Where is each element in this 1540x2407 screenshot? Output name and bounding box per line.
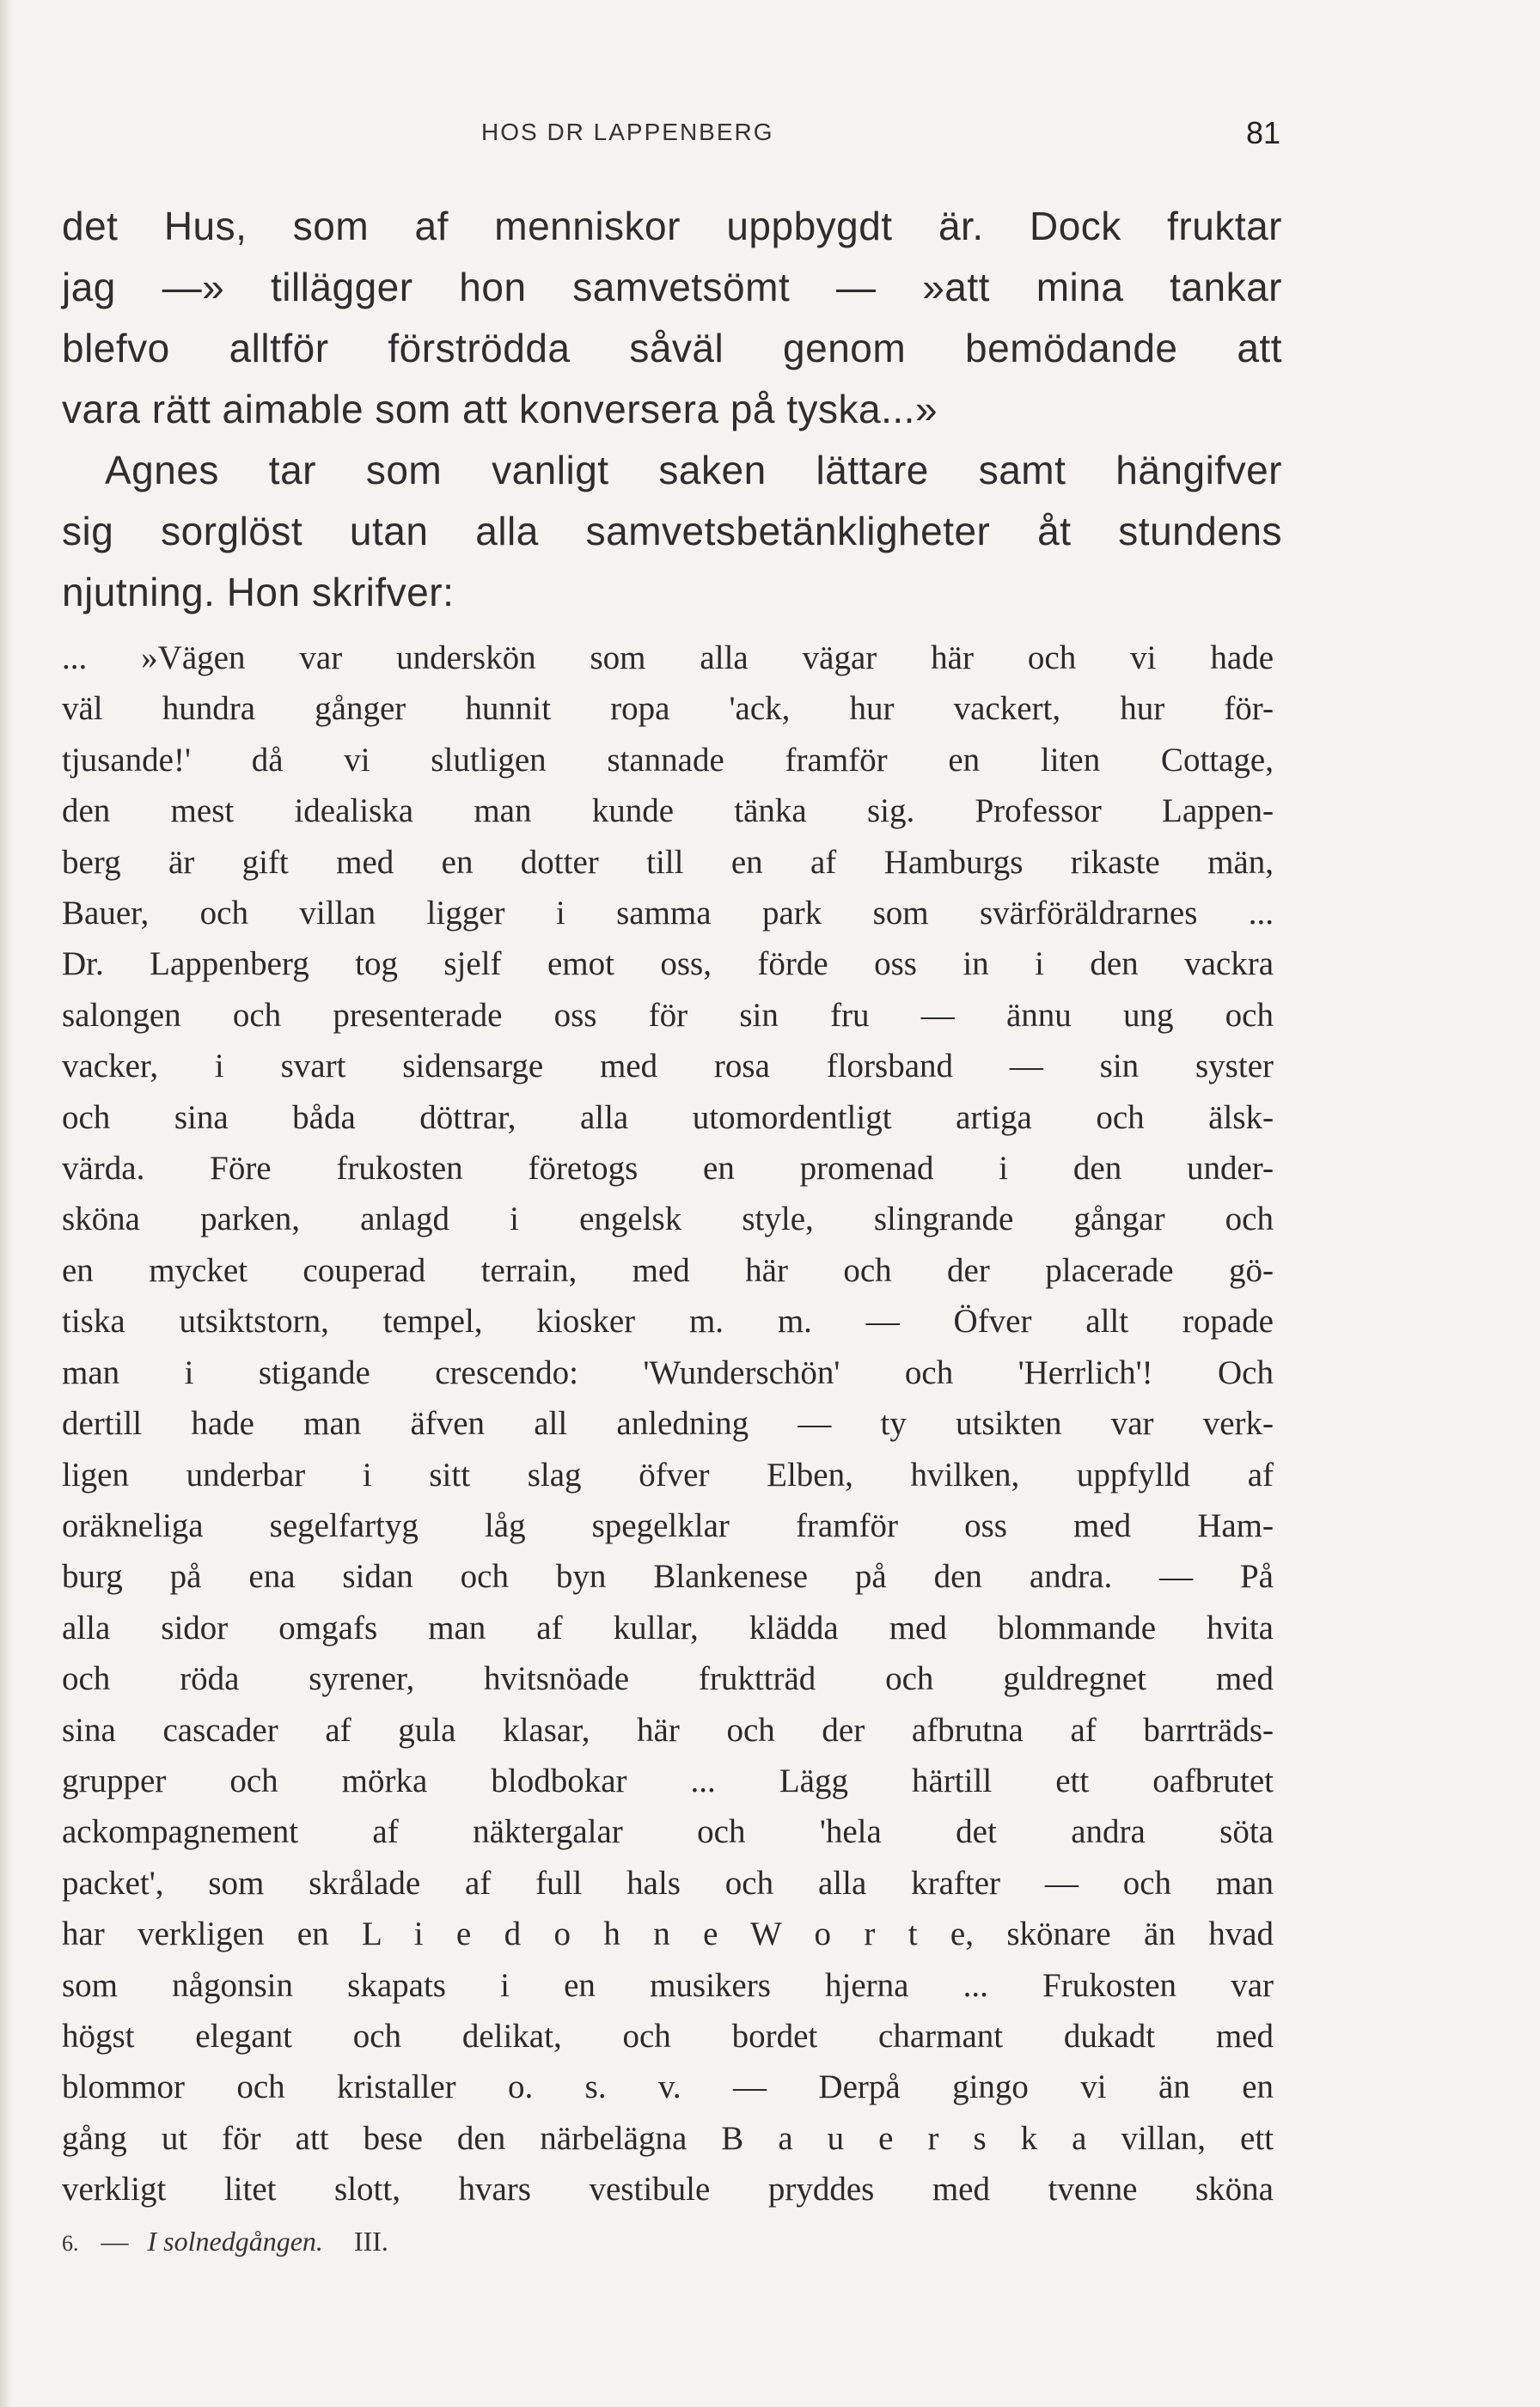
quote-line: ackompagnement af näktergalar och 'hela det andra söta [62,1813,1274,1851]
quote-line: högst elegant och delikat, och bordet charmant dukadt med [62,2017,1274,2055]
page-footer [62,2226,388,2257]
quote-line: värda. Före frukosten företogs en promenad i den under- [62,1150,1274,1188]
intro-paragraph [62,196,1282,623]
quote-line: ligen underbar i sitt slag öfver Elben, hvilken, uppfylld af [62,1456,1274,1494]
text-line: blefvo alltför förströdda såväl genom bemödande att [62,326,1282,370]
quote-line: väl hundra gånger hunnit ropa 'ack, hur vackert, hur för- [62,690,1274,728]
quote-line: tjusande!' då vi slutligen stannade framför en liten Cottage, [62,741,1274,779]
quote-line: Dr. Lappenberg tog sjelf emot oss, förde oss in i den vackra [62,945,1274,983]
page-number: 81 [1246,115,1281,150]
quote-line: den mest idealiska man kunde tänka sig. Professor Lappen- [62,792,1274,830]
text-line: sig sorglöst utan alla samvetsbetänkligheter åt stundens [62,509,1282,553]
quote-line: en mycket couperad terrain, med här och der placerade gö- [62,1251,1274,1289]
letter-quote [62,632,1274,2215]
quote-line: packet', som skrålade af full hals och alla krafter — och man [62,1864,1274,1902]
quote-line: alla sidor omgafs man af kullar, klädda med blommande hvita [62,1609,1274,1646]
quote-line: vacker, i svart sidensarge med rosa florsband — sin syster [62,1048,1274,1085]
text-line: det Hus, som af menniskor uppbygdt är. Dock fruktar [62,204,1282,248]
running-head: HOS DR LAPPENBERG [481,119,774,145]
text-line: jag —» tillägger hon samvetsömt — »att mina tankar [62,265,1282,309]
quote-line: burg på ena sidan och byn Blankenese på den andra. — På [62,1558,1274,1596]
page-header [0,115,1540,153]
quote-line: sköna parken, anlagd i engelsk style, slingrande gångar och [62,1200,1274,1238]
signature-mark: 6. [62,2231,79,2256]
page-gutter-shadow [0,0,12,2407]
text-line: Agnes tar som vanligt saken lättare samt hängifver [105,448,1282,492]
quote-line: och röda syrener, hvitsnöade fruktträd och guldregnet med [62,1660,1274,1698]
quote-line: ... »Vägen var underskön som alla vägar här och vi hade [62,639,1274,676]
text-line: vara rätt aimable som att konversera på tyska...» [62,387,938,431]
quote-line: som någonsin skapats i en musikers hjerna ... Frukosten var [62,1966,1274,2004]
quote-line: blommor och kristaller o. s. v. — Derpå gingo vi än en [62,2068,1274,2106]
book-title: I solnedgången. [147,2226,323,2257]
quote-line: verkligt litet slott, hvars vestibule pryddes med tvenne sköna [62,2171,1274,2208]
quote-line: grupper och mörka blodbokar ... Lägg härtill ett oafbrutet [62,1762,1274,1799]
quote-line: sina cascader af gula klasar, här och der afbrutna af barrträds- [62,1711,1274,1749]
text-line: njutning. Hon skrifver: [62,570,455,614]
quote-line: oräkneliga segelfartyg låg spegelklar framför oss med Ham- [62,1506,1274,1544]
quote-line: gång ut för att bese den närbelägna B a u e r s k a villan, ett [62,2119,1274,2157]
quote-line: berg är gift med en dotter till en af Hamburgs rikaste män, [62,843,1274,881]
quote-line: dertill hade man äfven all anledning — ty utsikten var verk- [62,1405,1274,1443]
quote-line: tiska utsiktstorn, tempel, kiosker m. m. — Öfver allt ropade [62,1303,1274,1341]
quote-line: Bauer, och villan ligger i samma park som svärföräldrarnes ... [62,895,1274,932]
quote-line: har verkligen en L i e d o h n e W o r t e, skönare än hvad [62,1915,1274,1953]
footer-dash: — [101,2226,129,2257]
quote-line: och sina båda döttrar, alla utomordentligt artiga och älsk- [62,1098,1274,1136]
quote-line: man i stigande crescendo: 'Wunderschön' och 'Herrlich'! Och [62,1353,1274,1391]
volume-number: III. [353,2226,388,2257]
quote-line: salongen och presenterade oss för sin fru — ännu ung och [62,996,1274,1034]
